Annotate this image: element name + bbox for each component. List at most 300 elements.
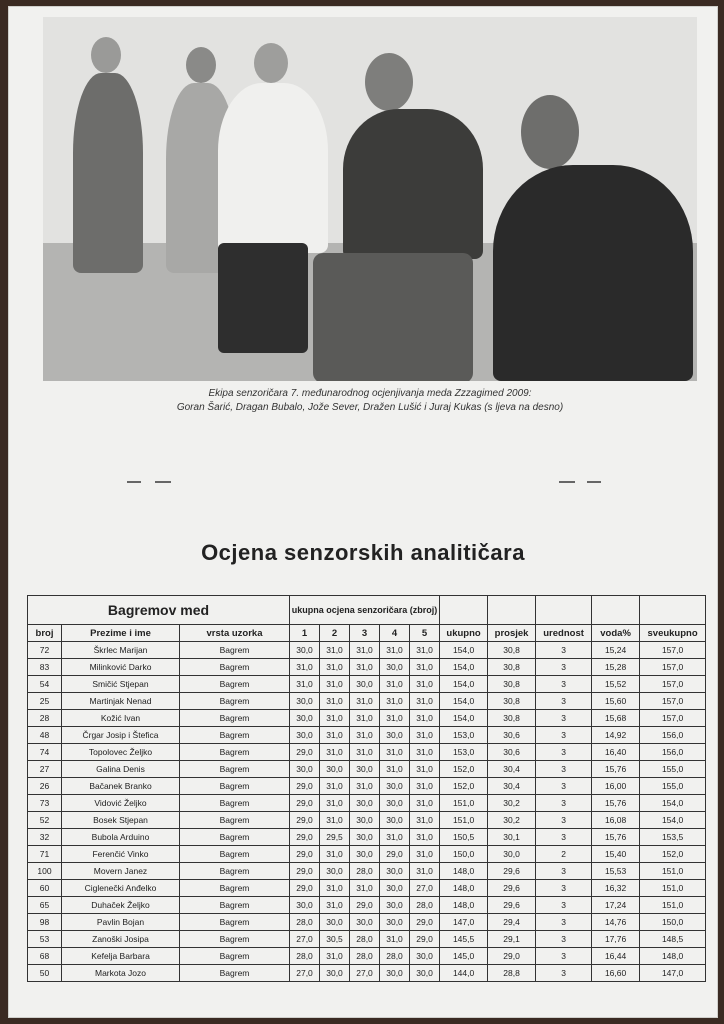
table-cell: 30,0 — [350, 914, 380, 931]
table-cell: 31,0 — [320, 676, 350, 693]
table-cell: 154,0 — [440, 710, 488, 727]
table-cell: 65 — [28, 897, 62, 914]
table-cell: 31,0 — [410, 710, 440, 727]
table-cell: 31,0 — [350, 693, 380, 710]
table-cell: 28,0 — [290, 914, 320, 931]
table-cell: 154,0 — [440, 642, 488, 659]
table-cell: 60 — [28, 880, 62, 897]
table-group-header-row — [28, 596, 706, 625]
table-cell: Ciglenečki Anđelko — [62, 880, 180, 897]
table-row — [28, 863, 706, 880]
table-cell: 53 — [28, 931, 62, 948]
table-cell: 3 — [536, 914, 592, 931]
table-cell: 29,0 — [410, 931, 440, 948]
table-cell: Milinković Darko — [62, 659, 180, 676]
table-cell: 15,76 — [592, 761, 640, 778]
table-cell: 15,28 — [592, 659, 640, 676]
table-cell: 30,0 — [290, 727, 320, 744]
score-group-header: ukupna ocjena senzoričara (zbroj) — [290, 596, 440, 625]
table-row — [28, 659, 706, 676]
table-cell: Bagrem — [180, 727, 290, 744]
divider-mark-right-2 — [587, 481, 601, 483]
table-cell: 27,0 — [290, 931, 320, 948]
table-cell: 29,0 — [380, 846, 410, 863]
table-cell: 152,0 — [440, 778, 488, 795]
table-cell: 31,0 — [320, 812, 350, 829]
table-cell: 30,0 — [380, 659, 410, 676]
table-cell: 31,0 — [410, 778, 440, 795]
table-cell: 30,0 — [350, 795, 380, 812]
table-cell: Galina Denis — [62, 761, 180, 778]
table-cell: 3 — [536, 880, 592, 897]
empty-header-cell — [440, 596, 488, 625]
empty-header-cell — [592, 596, 640, 625]
table-cell: 151,0 — [640, 863, 706, 880]
table-cell: 16,00 — [592, 778, 640, 795]
table-cell: 29,0 — [488, 948, 536, 965]
table-cell: 27,0 — [410, 880, 440, 897]
table-cell: Topolovec Željko — [62, 744, 180, 761]
table-cell: 31,0 — [380, 642, 410, 659]
table-cell: Bosek Stjepan — [62, 812, 180, 829]
table-cell: 31,0 — [350, 642, 380, 659]
table-cell: 30,0 — [380, 795, 410, 812]
table-cell: 29,4 — [488, 914, 536, 931]
table-cell: 31,0 — [290, 676, 320, 693]
table-cell: 14,76 — [592, 914, 640, 931]
table-cell: 31,0 — [380, 829, 410, 846]
table-cell: 15,60 — [592, 693, 640, 710]
table-cell: 3 — [536, 931, 592, 948]
table-cell: 31,0 — [320, 778, 350, 795]
col-header: 3 — [350, 625, 380, 642]
table-cell: 148,0 — [440, 863, 488, 880]
table-cell: 16,32 — [592, 880, 640, 897]
table-cell: Škrlec Marijan — [62, 642, 180, 659]
table-cell: 30,0 — [380, 778, 410, 795]
table-cell: 31,0 — [320, 693, 350, 710]
table-cell: 3 — [536, 761, 592, 778]
table-cell: 3 — [536, 812, 592, 829]
divider-mark-right-1 — [559, 481, 575, 483]
table-cell: 155,0 — [640, 778, 706, 795]
table-cell: 152,0 — [640, 846, 706, 863]
table-cell: 31,0 — [320, 642, 350, 659]
table-cell: 31,0 — [350, 880, 380, 897]
table-cell: 30,0 — [290, 897, 320, 914]
col-header: voda% — [592, 625, 640, 642]
table-row — [28, 676, 706, 693]
table-cell: 28 — [28, 710, 62, 727]
table-cell: 30,0 — [290, 710, 320, 727]
table-cell: 29,0 — [290, 744, 320, 761]
table-cell: Bagrem — [180, 659, 290, 676]
table-cell: 29,0 — [290, 812, 320, 829]
table-row — [28, 744, 706, 761]
table-cell: Bagrem — [180, 931, 290, 948]
table-cell: 31,0 — [320, 795, 350, 812]
table-cell: 157,0 — [640, 642, 706, 659]
table-cell: 15,53 — [592, 863, 640, 880]
table-cell: 29,0 — [290, 778, 320, 795]
table-cell: 30,0 — [380, 965, 410, 982]
table-cell: 30,0 — [380, 914, 410, 931]
table-cell: Bačanek Branko — [62, 778, 180, 795]
table-row — [28, 778, 706, 795]
divider-mark-left-1 — [127, 481, 141, 483]
table-cell: 148,0 — [640, 948, 706, 965]
empty-header-cell — [536, 596, 592, 625]
col-header: 5 — [410, 625, 440, 642]
table-cell: Bagrem — [180, 829, 290, 846]
table-cell: 50 — [28, 965, 62, 982]
team-photo — [43, 17, 697, 381]
col-header: 2 — [320, 625, 350, 642]
table-cell: 31,0 — [350, 727, 380, 744]
table-row — [28, 727, 706, 744]
table-cell: 153,0 — [440, 727, 488, 744]
table-cell: 15,40 — [592, 846, 640, 863]
table-cell: 30,0 — [290, 642, 320, 659]
table-cell: 31,0 — [380, 744, 410, 761]
table-cell: 30,4 — [488, 761, 536, 778]
col-header: broj — [28, 625, 62, 642]
table-cell: 25 — [28, 693, 62, 710]
col-header: ukupno — [440, 625, 488, 642]
table-row — [28, 710, 706, 727]
table-cell: Markota Jozo — [62, 965, 180, 982]
table-cell: 3 — [536, 897, 592, 914]
table-cell: Bagrem — [180, 693, 290, 710]
table-cell: 3 — [536, 863, 592, 880]
table-cell: 30,6 — [488, 744, 536, 761]
table-cell: 31,0 — [320, 897, 350, 914]
page-title: Ocjena senzorskih analitičara — [201, 540, 525, 565]
table-cell: 31,0 — [320, 880, 350, 897]
table-row — [28, 880, 706, 897]
table-cell: 31,0 — [320, 744, 350, 761]
table-cell: 30,0 — [350, 676, 380, 693]
table-cell: 27 — [28, 761, 62, 778]
table-row — [28, 829, 706, 846]
table-cell: 148,0 — [440, 897, 488, 914]
table-cell: 153,0 — [440, 744, 488, 761]
table-cell: 30,0 — [290, 761, 320, 778]
table-cell: Bagrem — [180, 965, 290, 982]
table-cell: 30,4 — [488, 778, 536, 795]
table-cell: 16,40 — [592, 744, 640, 761]
table-cell: 3 — [536, 676, 592, 693]
table-cell: 17,24 — [592, 897, 640, 914]
caption-line-1: Ekipa senzoričara 7. međunarodnog ocjenjivanja meda Zzzagimed 2009: — [208, 388, 532, 399]
table-cell: 151,0 — [440, 812, 488, 829]
table-cell: 151,0 — [640, 897, 706, 914]
table-cell: 29,0 — [290, 829, 320, 846]
table-cell: 28,0 — [290, 948, 320, 965]
table-cell: 3 — [536, 778, 592, 795]
table-cell: 71 — [28, 846, 62, 863]
photo-caption — [43, 387, 697, 415]
table-cell: 157,0 — [640, 693, 706, 710]
table-cell: 30,8 — [488, 710, 536, 727]
table-cell: 31,0 — [320, 846, 350, 863]
col-header: sveukupno — [640, 625, 706, 642]
table-cell: 28,0 — [380, 948, 410, 965]
table-cell: 3 — [536, 948, 592, 965]
table-cell: 29,0 — [290, 880, 320, 897]
table-cell: 30,6 — [488, 727, 536, 744]
table-cell: 3 — [536, 693, 592, 710]
table-cell: 30,2 — [488, 812, 536, 829]
table-cell: 157,0 — [640, 659, 706, 676]
table-cell: 31,0 — [320, 948, 350, 965]
table-cell: 3 — [536, 829, 592, 846]
table-cell: 28,0 — [350, 948, 380, 965]
table-cell: 30,8 — [488, 642, 536, 659]
table-cell: 154,0 — [440, 659, 488, 676]
table-cell: 31,0 — [410, 846, 440, 863]
table-cell: 31,0 — [410, 642, 440, 659]
table-cell: 3 — [536, 642, 592, 659]
table-cell: 28,8 — [488, 965, 536, 982]
table-cell: 30,0 — [380, 727, 410, 744]
table-cell: 3 — [536, 659, 592, 676]
table-cell: 145,0 — [440, 948, 488, 965]
table-cell: Bagrem — [180, 761, 290, 778]
table-cell: 30,5 — [320, 931, 350, 948]
table-cell: Kefelja Barbara — [62, 948, 180, 965]
table-cell: 30,0 — [320, 863, 350, 880]
table-cell: Movern Janez — [62, 863, 180, 880]
col-header: vrsta uzorka — [180, 625, 290, 642]
table-cell: 14,92 — [592, 727, 640, 744]
table-cell: 154,0 — [440, 693, 488, 710]
table-cell: 147,0 — [640, 965, 706, 982]
table-cell: 3 — [536, 744, 592, 761]
table-cell: Smičić Stjepan — [62, 676, 180, 693]
table-cell: 29,0 — [290, 795, 320, 812]
table-cell: 157,0 — [640, 676, 706, 693]
col-header: urednost — [536, 625, 592, 642]
table-cell: 155,0 — [640, 761, 706, 778]
table-cell: Bagrem — [180, 863, 290, 880]
table-cell: 31,0 — [410, 795, 440, 812]
table-cell: Bagrem — [180, 948, 290, 965]
table-cell: 17,76 — [592, 931, 640, 948]
empty-header-cell — [488, 596, 536, 625]
table-cell: Kožić Ivan — [62, 710, 180, 727]
table-cell: 152,0 — [440, 761, 488, 778]
table-cell: Bagrem — [180, 880, 290, 897]
table-cell: Bubola Arduino — [62, 829, 180, 846]
table-cell: 54 — [28, 676, 62, 693]
table-cell: 74 — [28, 744, 62, 761]
table-cell: 144,0 — [440, 965, 488, 982]
table-cell: 30,0 — [380, 880, 410, 897]
table-cell: 31,0 — [410, 727, 440, 744]
table-cell: 28,0 — [410, 897, 440, 914]
table-cell: 72 — [28, 642, 62, 659]
person-4 — [343, 53, 493, 381]
table-cell: Duhaček Željko — [62, 897, 180, 914]
table-row — [28, 914, 706, 931]
table-cell: 148,0 — [440, 880, 488, 897]
table-cell: Bagrem — [180, 914, 290, 931]
table-cell: 15,24 — [592, 642, 640, 659]
table-row — [28, 812, 706, 829]
col-header: 1 — [290, 625, 320, 642]
divider-mark-left-2 — [155, 481, 171, 483]
table-cell: 31,0 — [410, 693, 440, 710]
table-cell: 30,0 — [488, 846, 536, 863]
table-cell: 29,5 — [320, 829, 350, 846]
table-row — [28, 948, 706, 965]
table-cell: 29,6 — [488, 897, 536, 914]
table-cell: 30,8 — [488, 693, 536, 710]
table-cell: 151,0 — [640, 880, 706, 897]
empty-header-cell — [640, 596, 706, 625]
table-cell: 31,0 — [320, 659, 350, 676]
table-cell: 31,0 — [380, 710, 410, 727]
table-cell: 68 — [28, 948, 62, 965]
table-row — [28, 846, 706, 863]
table-cell: 31,0 — [410, 744, 440, 761]
table-cell: 73 — [28, 795, 62, 812]
table-cell: Bagrem — [180, 676, 290, 693]
table-cell: Bagrem — [180, 710, 290, 727]
table-row — [28, 897, 706, 914]
table-cell: Bagrem — [180, 778, 290, 795]
table-cell: 30,1 — [488, 829, 536, 846]
poster — [8, 6, 718, 1018]
table-cell: 31,0 — [410, 812, 440, 829]
table-cell: 30,0 — [320, 965, 350, 982]
table-cell: 16,44 — [592, 948, 640, 965]
table-cell: 156,0 — [640, 744, 706, 761]
table-cell: 29,0 — [410, 914, 440, 931]
table-cell: Pavlin Bojan — [62, 914, 180, 931]
group-title: Bagremov med — [28, 596, 290, 625]
table-cell: 3 — [536, 795, 592, 812]
table-cell: 15,68 — [592, 710, 640, 727]
table-cell: 29,6 — [488, 863, 536, 880]
table-cell: 145,5 — [440, 931, 488, 948]
table-cell: Črgar Josip i Štefica — [62, 727, 180, 744]
table-cell: Martinjak Nenad — [62, 693, 180, 710]
table-cell: 3 — [536, 710, 592, 727]
table-cell: 26 — [28, 778, 62, 795]
table-cell: 150,5 — [440, 829, 488, 846]
table-cell: 31,0 — [410, 761, 440, 778]
caption-line-2: Goran Šarić, Dragan Bubalo, Jože Sever, Dražen Lušić i Juraj Kukas (s ljeva na desno) — [176, 402, 564, 413]
table-cell: Bagrem — [180, 795, 290, 812]
table-cell: 31,0 — [410, 863, 440, 880]
col-header: Prezime i ime — [62, 625, 180, 642]
table-cell: 31,0 — [320, 710, 350, 727]
table-cell: 29,0 — [290, 846, 320, 863]
table-cell: Bagrem — [180, 846, 290, 863]
table-cell: 30,0 — [350, 761, 380, 778]
table-cell: 2 — [536, 846, 592, 863]
table-cell: 154,0 — [640, 795, 706, 812]
table-cell: 31,0 — [350, 710, 380, 727]
table-cell: 30,0 — [380, 897, 410, 914]
table-body — [28, 642, 706, 982]
table-cell: 31,0 — [350, 659, 380, 676]
table-cell: 30,0 — [410, 948, 440, 965]
person-5 — [493, 95, 693, 381]
table-header-row — [28, 625, 706, 642]
table-cell: 83 — [28, 659, 62, 676]
table-cell: 29,1 — [488, 931, 536, 948]
table-cell: Ferenčić Vinko — [62, 846, 180, 863]
table-cell: 30,0 — [290, 693, 320, 710]
table-cell: 16,60 — [592, 965, 640, 982]
table-cell: 52 — [28, 812, 62, 829]
table-cell: 30,8 — [488, 659, 536, 676]
table-cell: 30,0 — [320, 761, 350, 778]
table-cell: 28,0 — [350, 931, 380, 948]
table-cell: 29,0 — [350, 897, 380, 914]
table-cell: 31,0 — [350, 778, 380, 795]
table-cell: 32 — [28, 829, 62, 846]
table-cell: 154,0 — [640, 812, 706, 829]
table-cell: 31,0 — [380, 676, 410, 693]
table-cell: Bagrem — [180, 744, 290, 761]
table-cell: 150,0 — [640, 914, 706, 931]
table-cell: 3 — [536, 965, 592, 982]
table-row — [28, 761, 706, 778]
table-cell: 30,0 — [350, 812, 380, 829]
table-cell: 31,0 — [380, 931, 410, 948]
table-cell: 3 — [536, 727, 592, 744]
table-cell: 29,0 — [290, 863, 320, 880]
col-header: prosjek — [488, 625, 536, 642]
table-cell: 28,0 — [350, 863, 380, 880]
table-cell: 157,0 — [640, 710, 706, 727]
table-cell: 30,0 — [380, 812, 410, 829]
table-cell: 148,5 — [640, 931, 706, 948]
table-cell: 31,0 — [320, 727, 350, 744]
table-cell: 16,08 — [592, 812, 640, 829]
table-cell: 156,0 — [640, 727, 706, 744]
table-cell: 31,0 — [380, 693, 410, 710]
table-cell: 30,0 — [380, 863, 410, 880]
table-cell: Bagrem — [180, 812, 290, 829]
table-cell: 15,76 — [592, 795, 640, 812]
person-1 — [63, 37, 153, 277]
table-cell: Zanoški Josipa — [62, 931, 180, 948]
table-cell: 48 — [28, 727, 62, 744]
table-cell: 30,8 — [488, 676, 536, 693]
table-cell: 29,6 — [488, 880, 536, 897]
table-cell: 147,0 — [440, 914, 488, 931]
table-cell: 30,0 — [350, 829, 380, 846]
table-cell: Vidović Željko — [62, 795, 180, 812]
table-cell: 27,0 — [350, 965, 380, 982]
table-row — [28, 693, 706, 710]
table-cell: 151,0 — [440, 795, 488, 812]
table-cell: 153,5 — [640, 829, 706, 846]
table-cell: 31,0 — [410, 659, 440, 676]
table-cell: 27,0 — [290, 965, 320, 982]
table-cell: Bagrem — [180, 897, 290, 914]
table-cell: 15,52 — [592, 676, 640, 693]
table-cell: 30,0 — [320, 914, 350, 931]
grades-table — [27, 595, 706, 982]
table-row — [28, 931, 706, 948]
table-cell: 31,0 — [410, 829, 440, 846]
